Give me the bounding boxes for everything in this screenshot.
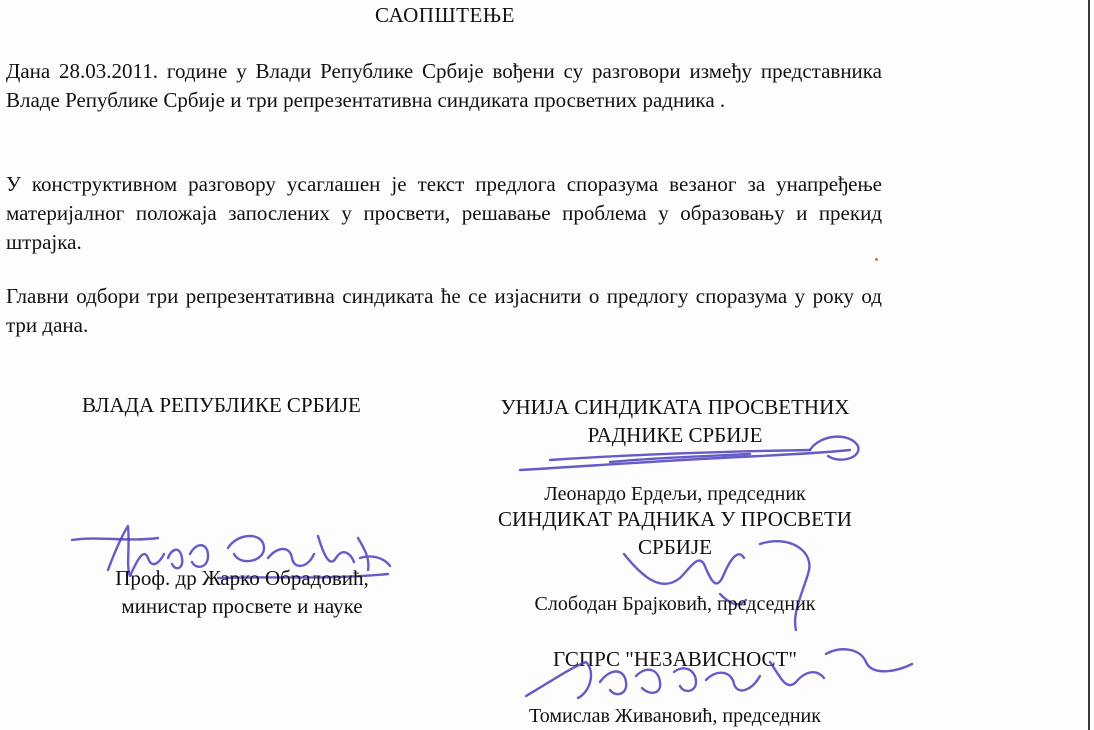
union-3-heading <box>465 645 885 673</box>
union-1-heading <box>465 393 885 449</box>
scan-edge-line <box>1088 0 1090 730</box>
union-3-representative: Томислав Живановић, председник <box>529 705 821 727</box>
paragraph-decision: Главни одбори три репрезентативна синдиката ће се изјаснити о предлогу споразума у року од три дана. <box>6 284 882 337</box>
union-1-heading-line1: УНИЈА СИНДИКАТА ПРОСВЕТНИХ <box>500 395 850 419</box>
union-2-representative: Слободан Брајковић, председник <box>534 593 816 615</box>
government-heading: ВЛАДА РЕПУБЛИКЕ СРБИЈЕ <box>82 393 361 417</box>
minister-name: Проф. др Жарко Обрадовић, <box>115 566 369 590</box>
union-3-heading-line1: ГСПРС "НЕЗАВИСНОСТ" <box>553 647 797 671</box>
paragraph-agreement: У конструктивном разговору усаглашен је текст предлога споразума везаног за унапређење материјалног положаја запослених у просвети, решавање проблема у образовању и прекид штрајка. <box>6 172 882 254</box>
union-2-heading <box>465 505 885 561</box>
paragraph-meeting: Дана 28.03.2011. године у Влади Републике Србије вођени су разговори између представника Владе Републике Србије и три репрезентативна синдиката просветних радника . <box>6 59 882 112</box>
document-title: САОПШТЕЊЕ <box>375 3 515 27</box>
union-2-heading-line1: СИНДИКАТ РАДНИКА У ПРОСВЕТИ <box>498 507 852 531</box>
union-1-heading-line2: РАДНИКЕ СРБИЈЕ <box>587 423 763 447</box>
union-1-representative: Леонардо Ердељи, председник <box>544 483 806 505</box>
government-signatory <box>92 564 392 620</box>
union-2-heading-line2: СРБИЈЕ <box>638 535 712 559</box>
minister-title: министар просвете и науке <box>121 594 363 618</box>
scan-speck <box>875 258 878 261</box>
